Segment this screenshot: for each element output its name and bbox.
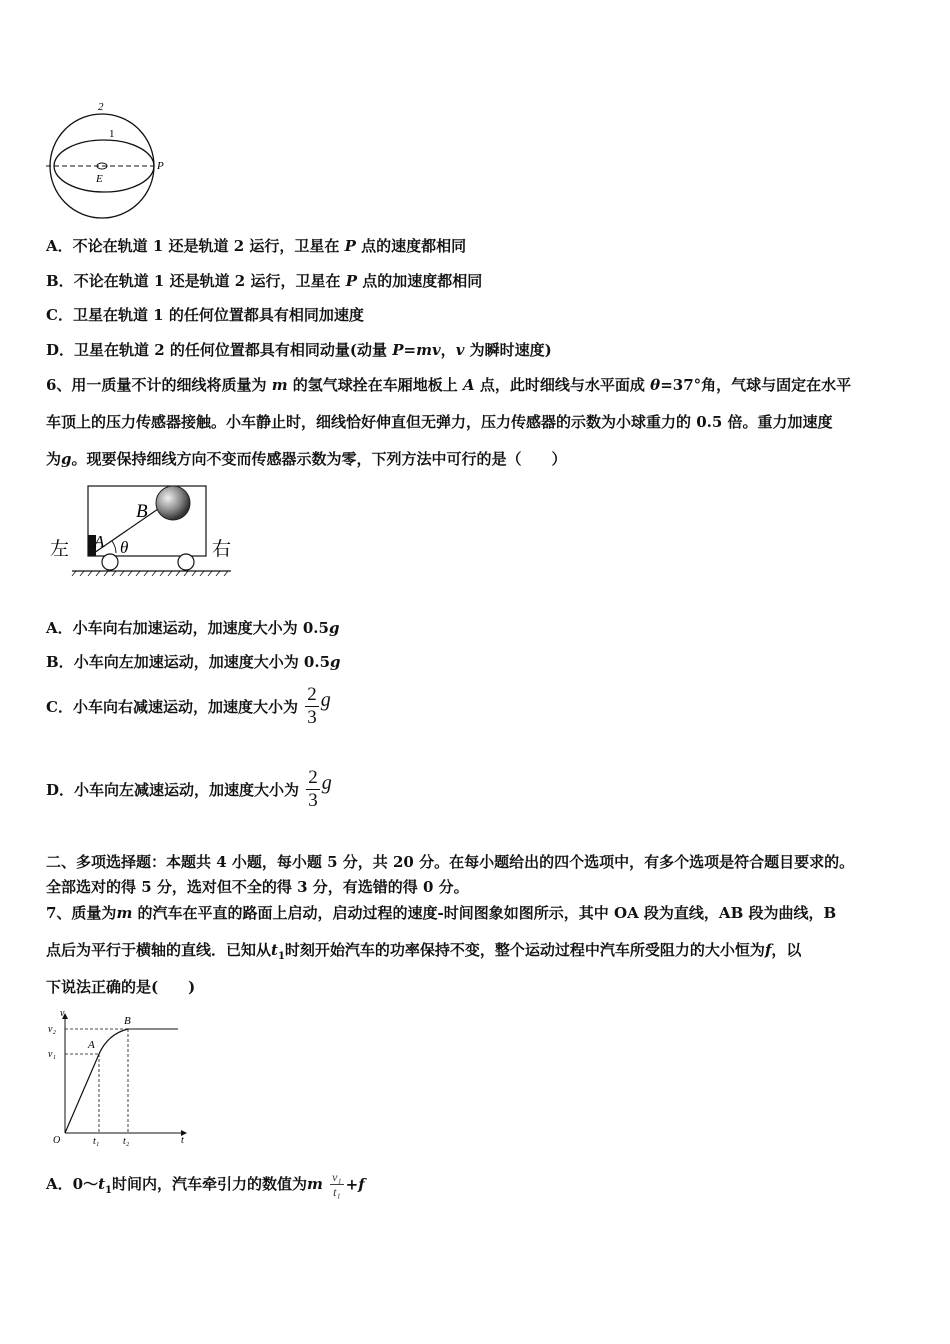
q6-option-d: D．小车向左减速运动，加速度大小为 $\frac{2}{3}$ g [46, 767, 332, 811]
q5-option-a: A．不论在轨道 1 还是轨道 2 运行，卫星在 P 点的速度都相同 [46, 237, 467, 255]
q6-stem-line3: 为g。现要保持细线方向不变而传感器示数为零，下列方法中可行的是（ ） [46, 450, 567, 468]
left-wheel [102, 554, 118, 570]
balloon-ball [156, 486, 190, 520]
fraction-two-thirds: $\frac{2}{3}$ [307, 684, 317, 728]
section2-header-line2: 全部选对的得 5 分，选对但不全的得 3 分，有选错的得 0 分。 [46, 878, 469, 896]
theta-arc [112, 541, 116, 553]
point-a-label: A [88, 1039, 95, 1051]
label-b: B [136, 501, 148, 522]
q7-stem-line1: 7、质量为m 的汽车在平直的路面上启动，启动过程的速度-时间图象如图所示，其中 OA 段为直线，AB 段为曲线，B [46, 904, 837, 922]
q7-stem-line2: 点后为平行于横轴的直线．已知从$t_1$时刻开始汽车的功率保持不变，整个运动过程中汽车所受阻力的大小恒为f，以 [46, 941, 802, 962]
q6-stem-line2: 车顶上的压力传感器接触。小车静止时，细线恰好伸直但无弹力，压力传感器的示数为小球重力的 0.5 倍。重力加速度 [46, 413, 833, 431]
q6-stem-line1: 6、用一质量不计的细线将质量为 m 的氢气球拴在车厢地板上 A 点，此时细线与水平面成 θ=37°角，气球与固定在水平 [46, 376, 852, 394]
fraction-two-thirds: $\frac{2}{3}$ [308, 767, 318, 811]
ground-hatch [72, 571, 228, 576]
v1-label: v₁ [48, 1049, 56, 1060]
right-wheel [178, 554, 194, 570]
label-a: A [94, 532, 105, 551]
orbit-label-e: E [96, 173, 103, 185]
q5-option-d: D．卫星在轨道 2 的任何位置都具有相同动量(动量 P=mv，v 为瞬时速度) [46, 341, 552, 359]
orbit-figure [40, 98, 180, 222]
label-right: 右 [212, 539, 232, 560]
q7-stem-line3: 下说法正确的是( ) [46, 978, 196, 996]
label-left: 左 [50, 539, 70, 560]
section2-header-line1: 二、多项选择题：本题共 4 小题，每小题 5 分，共 20 分。在每小题给出的四个选项中，有多个选项是符合题目要求的。 [46, 853, 855, 871]
v2-label: v₂ [48, 1024, 56, 1035]
y-label: v [60, 1008, 65, 1019]
orbit-label-2: 2 [98, 101, 104, 113]
velocity-curve [65, 1029, 128, 1133]
origin-label: O [53, 1135, 61, 1146]
q6-option-a: A．小车向右加速运动，加速度大小为 0.5g [46, 619, 340, 637]
q6-option-c: C．小车向右减速运动，加速度大小为 $\frac{2}{3}$ g [46, 684, 331, 728]
t1-label: t₁ [93, 1136, 100, 1147]
point-b-label: B [124, 1015, 131, 1027]
t2-label: t₂ [123, 1136, 130, 1147]
vt-graph [46, 1008, 196, 1148]
q5-option-b: B．不论在轨道 1 还是轨道 2 运行，卫星在 P 点的加速度都相同 [46, 272, 483, 290]
label-theta: θ [120, 538, 129, 557]
orbit-label-1: 1 [109, 128, 115, 140]
x-label: t [181, 1135, 184, 1146]
fraction-v1-t1: $\frac{\text{v₁}}{\text{t₁}}$ [332, 1170, 342, 1199]
q5-option-c: C．卫星在轨道 1 的任何位置都具有相同加速度 [46, 306, 364, 324]
q6-option-b: B．小车向左加速运动，加速度大小为 0.5g [46, 653, 341, 671]
orbit-label-p: P [157, 160, 164, 172]
q7-option-a: A．$0\sim t_1$时间内，汽车牵引力的数值为m $\frac{\text{v₁}}{\text{t₁}}$ +f [46, 1170, 365, 1199]
cart-figure [46, 483, 246, 578]
